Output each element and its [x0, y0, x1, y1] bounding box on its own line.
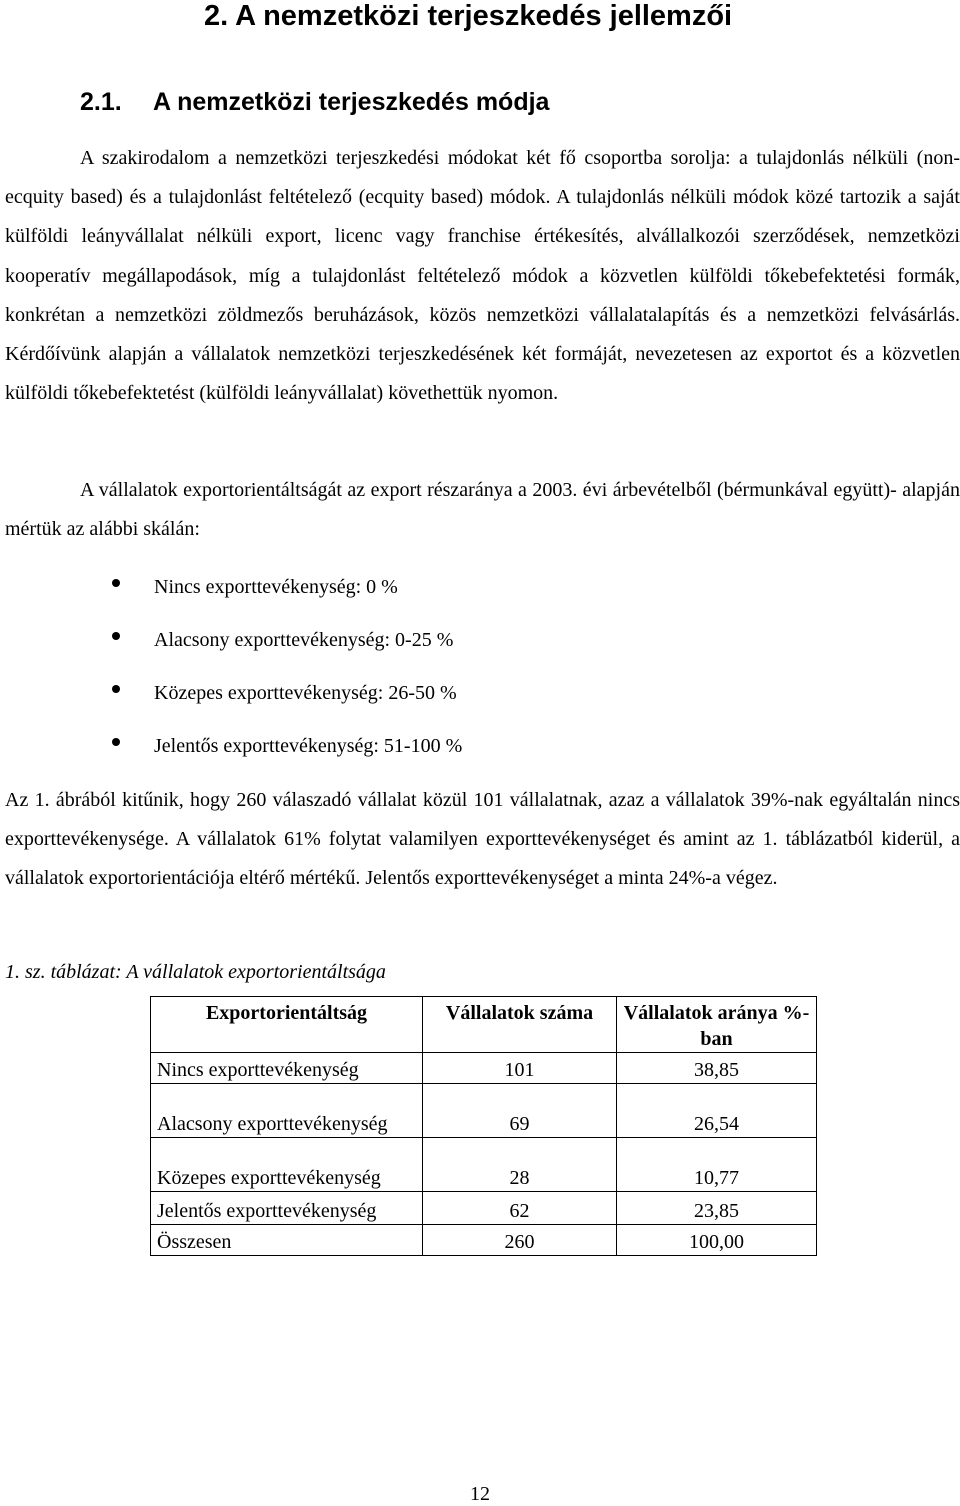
chapter-heading: 2. A nemzetközi terjeszkedés jellemzői — [204, 0, 733, 32]
cell-label: Összesen — [151, 1225, 423, 1256]
section-title: A nemzetközi terjeszkedés módja — [153, 88, 550, 116]
table-row — [151, 1138, 817, 1192]
page-number: 12 — [470, 1483, 490, 1505]
bullet-icon — [112, 738, 120, 746]
cell-count: 69 — [423, 1084, 617, 1138]
cell-share: 23,85 — [617, 1192, 817, 1225]
table-row — [151, 1225, 817, 1256]
cell-count: 101 — [423, 1053, 617, 1084]
column-header: Vállalatok aránya %-ban — [617, 997, 817, 1053]
column-header: Vállalatok száma — [423, 997, 617, 1053]
cell-label: Közepes exporttevékenység — [151, 1138, 423, 1192]
table-row — [151, 1084, 817, 1138]
cell-label: Nincs exporttevékenység — [151, 1053, 423, 1084]
paragraph-scale-intro: A vállalatok exportorientáltságát az export részaránya a 2003. évi árbevételből (bérmunkával együtt)- alapján mértük az alábbi skálán: — [5, 479, 960, 541]
bullet-icon — [112, 685, 120, 693]
bullet-icon — [112, 632, 120, 640]
cell-share: 100,00 — [617, 1225, 817, 1256]
cell-share: 26,54 — [617, 1084, 817, 1138]
table-caption: 1. sz. táblázat: A vállalatok exportorientáltsága — [5, 961, 386, 983]
cell-share: 10,77 — [617, 1138, 817, 1192]
paragraph-intro: A szakirodalom a nemzetközi terjeszkedési módokat két fő csoportba sorolja: a tulajdonlás nélküli (non-ecquity based) és a tulajdonlást feltételező (ecquity based) módok. A tulajdonlás nélküli módok közé tartozik a saját külföldi leányvállalat nélküli export, licenc vagy franchise értékesítés, alvállalkozói szerződések, nemzetközi kooperatív megállapodások, míg a tulajdonlást feltételező módok a közvetlen külföldi tőkebefektetési formák, konkrétan a nemzetközi zöldmezős beruházások, közös nemzetközi vállalatalapítás és a nemzetközi felvásárlás. Kérdőívünk alapján a vállalatok nemzetközi terjeszkedésének két formáját, nevezetesen az exportot és a közvetlen külföldi tőkebefektetést (külföldi leányvállalat) követhettük nyomon. — [5, 147, 960, 405]
paragraph-results: Az 1. ábrából kitűnik, hogy 260 válaszadó vállalat közül 101 vállalatnak, azaz a vállalatok 39%-nak egyáltalán nincs exporttevékenysége. A vállalatok 61% folytat valamilyen exporttevékenységet és amint az 1. táblázatból kiderül, a vállalatok exportorientációja eltérő mértékű. Jelentős exporttevékenységet a minta 24%-a végez. — [5, 789, 960, 890]
cell-label: Alacsony exporttevékenység — [151, 1084, 423, 1138]
bullet-icon — [112, 579, 120, 587]
column-header: Exportorientáltság — [151, 997, 423, 1053]
list-item-text: Jelentős exporttevékenység: 51-100 % — [154, 735, 463, 757]
cell-label: Jelentős exporttevékenység — [151, 1192, 423, 1225]
cell-count: 260 — [423, 1225, 617, 1256]
table-row — [151, 1053, 817, 1084]
cell-count: 62 — [423, 1192, 617, 1225]
export-orientation-table — [150, 996, 817, 1256]
section-heading — [80, 84, 549, 120]
cell-count: 28 — [423, 1138, 617, 1192]
section-number: 2.1. — [80, 88, 122, 116]
table-row — [151, 1192, 817, 1225]
list-item-text: Alacsony exporttevékenység: 0-25 % — [154, 629, 454, 651]
list-item-text: Közepes exporttevékenység: 26-50 % — [154, 682, 457, 704]
table-header-row — [151, 997, 817, 1053]
list-item-text: Nincs exporttevékenység: 0 % — [154, 576, 398, 598]
cell-share: 38,85 — [617, 1053, 817, 1084]
